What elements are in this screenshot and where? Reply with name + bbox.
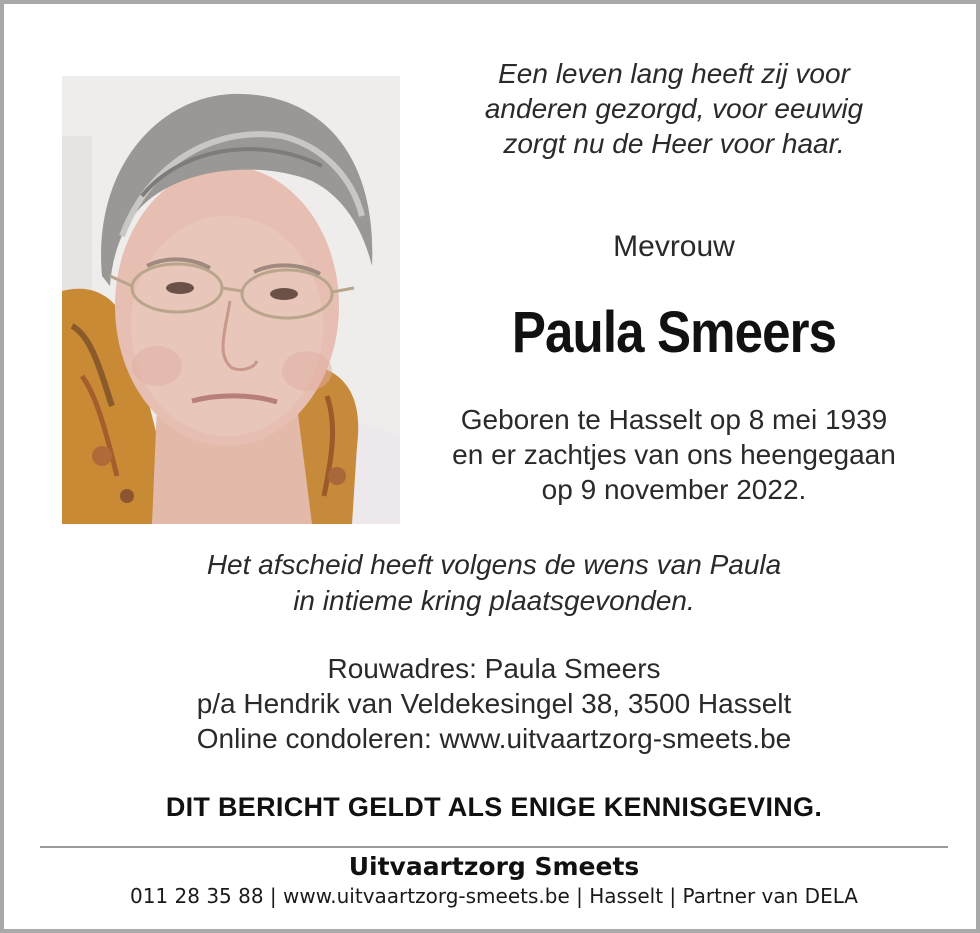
notice-statement: DIT BERICHT GELDT ALS ENIGE KENNISGEVING. bbox=[165, 792, 823, 822]
address-line: Rouwadres: Paula Smeers bbox=[327, 653, 661, 684]
poem bbox=[424, 56, 924, 161]
honorific: Mevrouw bbox=[613, 230, 735, 263]
dates-line: Geboren te Hasselt op 8 mei 1939 bbox=[460, 404, 888, 435]
dates-line: op 9 november 2022. bbox=[541, 474, 807, 505]
poem-line: anderen gezorgd, voor eeuwig bbox=[484, 93, 864, 124]
mourning-address bbox=[94, 651, 894, 756]
life-dates bbox=[404, 402, 944, 507]
poem-line: zorgt nu de Heer voor haar. bbox=[503, 128, 845, 159]
dates-line: en er zachtjes van ons heengegaan bbox=[452, 439, 896, 470]
funeral-home-contact: 011 28 35 88 | www.uitvaartzorg-smeets.be | Hasselt | Partner van DELA bbox=[129, 884, 858, 908]
footer-divider bbox=[40, 846, 948, 848]
funeral-home-name: Uitvaartzorg Smeets bbox=[348, 852, 640, 881]
poem-line: Een leven lang heeft zij voor bbox=[498, 58, 850, 89]
address-line: Online condoleren: www.uitvaartzorg-smeets.be bbox=[196, 723, 792, 754]
farewell-line: Het afscheid heeft volgens de wens van Paula bbox=[206, 549, 782, 580]
farewell-line: in intieme kring plaatsgevonden. bbox=[293, 585, 695, 616]
address-line: p/a Hendrik van Veldekesingel 38, 3500 Hasselt bbox=[196, 688, 792, 719]
portrait-photo bbox=[62, 76, 400, 524]
farewell-text bbox=[94, 547, 894, 619]
deceased-name: Paula Smeers bbox=[511, 300, 837, 365]
